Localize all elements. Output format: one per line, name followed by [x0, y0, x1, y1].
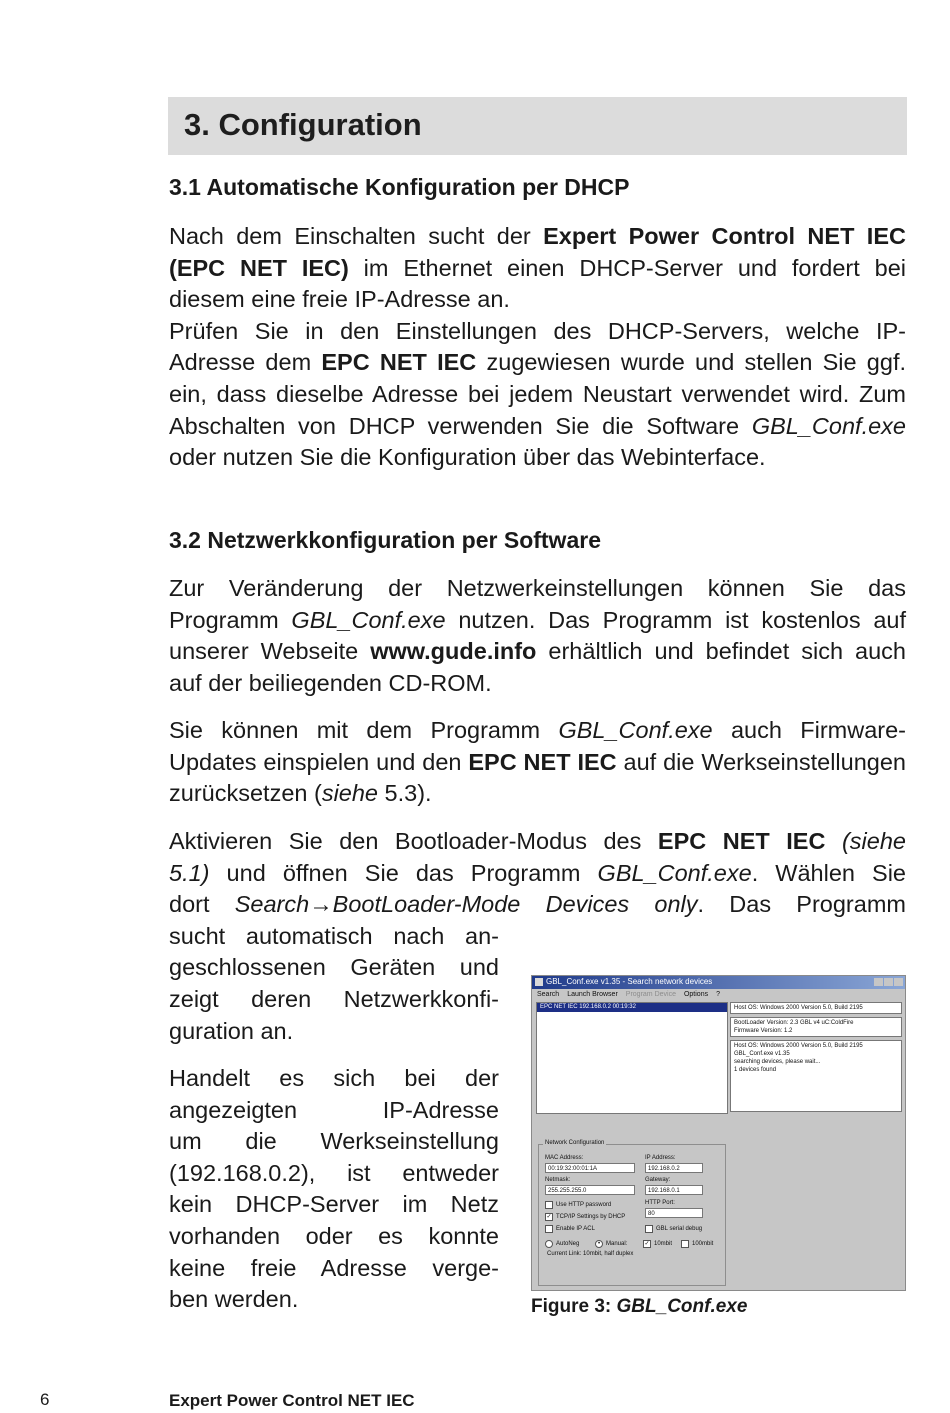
- software-name: GBL_Conf.exe: [751, 412, 906, 439]
- section-header-bar: [168, 97, 907, 155]
- menu-path: Search→BootLoader-Mode Devices only: [234, 891, 698, 918]
- heading-3-1: 3.1 Automatische Konfiguration per DHCP: [169, 174, 630, 200]
- gbl-conf-screenshot: [531, 975, 906, 1291]
- product-name: Expert Power Control NET IEC (EPC NET IEC): [169, 223, 906, 281]
- paragraph-firmware-update: Sie können mit dem Programm GBL_Conf.exe auch Firmware-Updates einspielen und den EPC NET IEC auf die Werkseinstellungen zurücksetzen (siehe 5.3).: [169, 717, 906, 807]
- mac-address-field: 00:19:32:00:01:1A: [545, 1163, 635, 1173]
- group-title: Network Configuration: [545, 1140, 605, 1146]
- footer-title: Expert Power Control NET IEC: [169, 1391, 415, 1410]
- window-title: GBL_Conf.exe v1.35 - Search network devices: [546, 977, 713, 986]
- http-port-field: 80: [645, 1208, 703, 1218]
- menu-options: Options: [683, 991, 709, 998]
- section-title: 3. Configuration: [184, 107, 422, 142]
- 100mbit-checkbox: 100mbit: [681, 1240, 713, 1248]
- tcpip-dhcp-checkbox: ✓ TCP/IP Settings by DHCP: [546, 1214, 626, 1220]
- paragraph-bootloader: Aktivieren Sie den Bootloader-Modus des EPC NET IEC (siehe 5.1) und öffnen Sie das Programm GBL_Conf.exe. Wählen Sie dort Search→BootLoader-Mode Devices only. Das Programm sucht automatisch nach an- geschlossenen Geräten und zeigt deren Netzwerkkonfi- guration an.: [169, 828, 907, 1044]
- menu-help: ?: [716, 991, 720, 998]
- paragraph-factory-ip: Handelt es sich bei der angezeigten IP-Adresse um die Werkseinstellung (192.168.0.2), ist entweder kein DHCP-Server im Netz vorhanden oder es konnte keine freie Adresse verge- ben werden.: [169, 1065, 499, 1313]
- log-box: Host OS: Windows 2000 Version 5.0, Build 2195 GBL_Conf.exe v1.35 searching devices, please wait... 1 devices found: [730, 1040, 902, 1112]
- gbl-serial-debug-checkbox: GBL serial debug: [645, 1225, 702, 1233]
- page-number: 6: [40, 1390, 50, 1409]
- close-icon: [894, 978, 903, 986]
- window-controls: [874, 978, 903, 986]
- use-http-password-checkbox: Use HTTP password: [545, 1201, 611, 1209]
- menu-launch-browser: Launch Browser: [567, 991, 618, 998]
- network-config-group: Network Configuration MAC Address: 00:19:32:00:01:1A IP Address: 192.168.0.2 Netmask: 255.255.255.0 Gateway: 192.168.0.1 Use HTTP password HTTP Port: ✓ TCP/IP Settings by DHCP 80 Enable IP ACL GBL serial debug AutoNeg • Manual: ✓ 10mbit 100mbit Current Link: 10mbit, half duplex: [538, 1144, 726, 1286]
- host-os-box: Host OS: Windows 2000 Version 5.0, Build 2195: [730, 1002, 902, 1014]
- maximize-icon: [884, 978, 893, 986]
- gateway-field: 192.168.0.1: [645, 1185, 703, 1195]
- menu-program-device: Program Device: [625, 991, 676, 998]
- netmask-field: 255.255.255.0: [545, 1185, 635, 1195]
- app-icon: [535, 978, 543, 986]
- menu-bar: [532, 989, 905, 1001]
- figure-caption: Figure 3: GBL_Conf.exe: [531, 1296, 748, 1317]
- product-short-name: EPC NET IEC: [321, 349, 477, 376]
- paragraph-software-intro: Zur Veränderung der Netzwerkeinstellungen können Sie das Programm GBL_Conf.exe nutzen. Das Programm ist kostenlos auf unserer Webseite www.gude.info erhältlich und befindet sich auch auf der beiliegenden CD-ROM.: [169, 575, 906, 696]
- heading-3-2: 3.2 Netzwerkkonfiguration per Software: [169, 527, 601, 553]
- ip-address-field: 192.168.0.2: [645, 1163, 703, 1173]
- device-list-item-selected: EPC NET IEC 192.168.0.2 00:19:32: [537, 1003, 727, 1012]
- paragraph-dhcp-intro: Nach dem Einschalten sucht der Expert Power Control NET IEC (EPC NET IEC) im Ethernet einen DHCP-Server und fordert bei diesem eine freie IP-Adresse an. Prüfen Sie in den Einstellungen des DHCP-Servers, welche IP-Adresse dem EPC NET IEC zugewiesen wurde und stellen Sie ggf. ein, dass dieselbe Adresse bei jedem Neustart verwendet wird. Zum Abschalten von DHCP verwenden Sie die Software GBL_Conf.exe oder nutzen Sie die Konfiguration über das Webinterface.: [169, 223, 907, 471]
- version-box: BootLoader Version: 2.3 GBL v4 uC:ColdFire Firmware Version: 1.2: [730, 1017, 902, 1037]
- window-titlebar: [532, 976, 905, 989]
- menu-search: Search: [537, 991, 560, 998]
- minimize-icon: [874, 978, 883, 986]
- autoneg-radio: AutoNeg: [545, 1240, 579, 1248]
- device-list: [536, 1002, 728, 1114]
- current-link-status: Current Link: 10mbit, half duplex: [547, 1251, 634, 1257]
- device-info-panel: [730, 1002, 902, 1142]
- website-link: www.gude.info: [370, 638, 537, 665]
- manual-radio: • Manual:: [595, 1240, 627, 1248]
- enable-ip-acl-checkbox: Enable IP ACL: [545, 1225, 595, 1233]
- 10mbit-checkbox: ✓ 10mbit: [644, 1241, 673, 1247]
